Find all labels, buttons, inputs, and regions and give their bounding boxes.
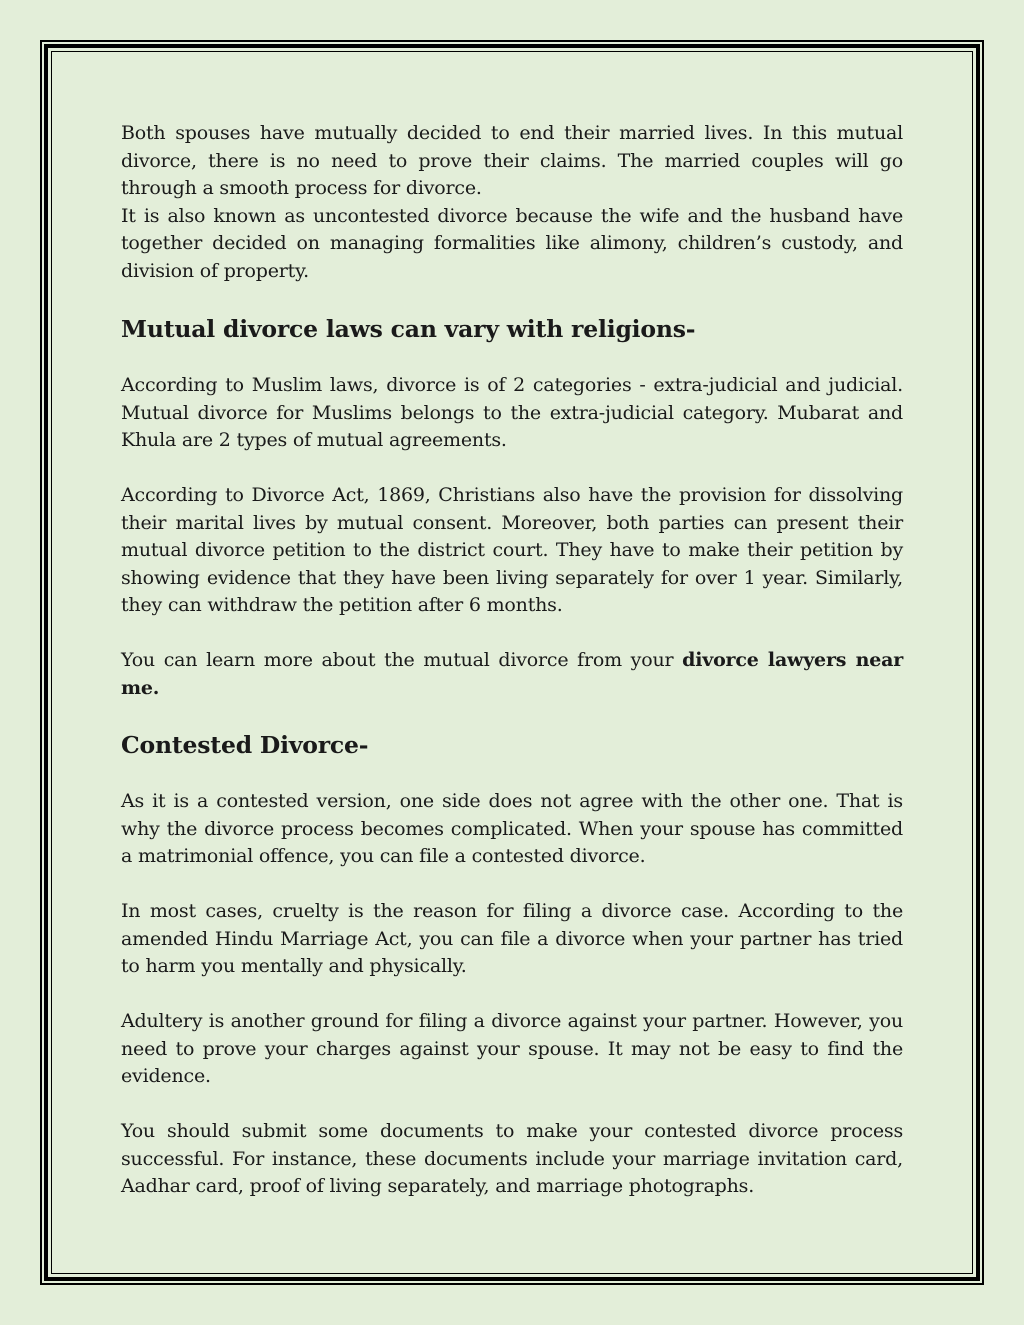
- learn-more-text: You can learn more about the mutual divorce from your: [121, 649, 683, 671]
- document-body: [121, 120, 903, 1201]
- learn-more-paragraph: [121, 647, 903, 702]
- contested-paragraph-1: As it is a contested version, one side does not agree with the other one. That is why the divorce process becomes complicated. When your spouse has committed a matrimonial offence, you can file a contested divorce.: [121, 790, 903, 867]
- mutual-divorce-heading: Mutual divorce laws can vary with religions-: [121, 315, 696, 343]
- divorce-lawyers-link[interactable]: divorce lawyers near me.: [121, 649, 904, 699]
- christian-law-paragraph: According to Divorce Act, 1869, Christians also have the provision for dissolving their marital lives by mutual consent. Moreover, both parties can present their mutual divorce petition to the district court. They have to make their petition by showing evidence that they have been living separately for over 1 year. Similarly, they can withdraw the petition after 6 months.: [121, 484, 903, 616]
- contested-paragraph-3: Adultery is another ground for filing a divorce against your partner. However, you need to prove your charges against your spouse. It may not be easy to find the evidence.: [121, 1010, 903, 1087]
- contested-paragraph-4: You should submit some documents to make your contested divorce process successful. For instance, these documents include your marriage invitation card, Aadhar card, proof of living separately, and marriage photographs.: [121, 1120, 903, 1197]
- intro-paragraph-2: It is also known as uncontested divorce because the wife and the husband have together decided on managing formalities like alimony, children’s custody, and division of property.: [121, 204, 903, 282]
- contested-paragraph-2: In most cases, cruelty is the reason for filing a divorce case. According to the amended Hindu Marriage Act, you can file a divorce when your partner has tried to harm you mentally and physically.: [121, 900, 903, 977]
- intro-paragraph-1: Both spouses have mutually decided to end their married lives. In this mutual divorce, there is no need to prove their claims. The married couples will go through a smooth process for divorce.: [121, 122, 903, 199]
- muslim-law-paragraph: According to Muslim laws, divorce is of 2 categories - extra-judicial and judicial. Mutual divorce for Muslims belongs to the extra-judicial category. Mubarat and Khula are 2 types of mutual agreements.: [121, 374, 903, 451]
- contested-divorce-heading: Contested Divorce-: [121, 731, 369, 759]
